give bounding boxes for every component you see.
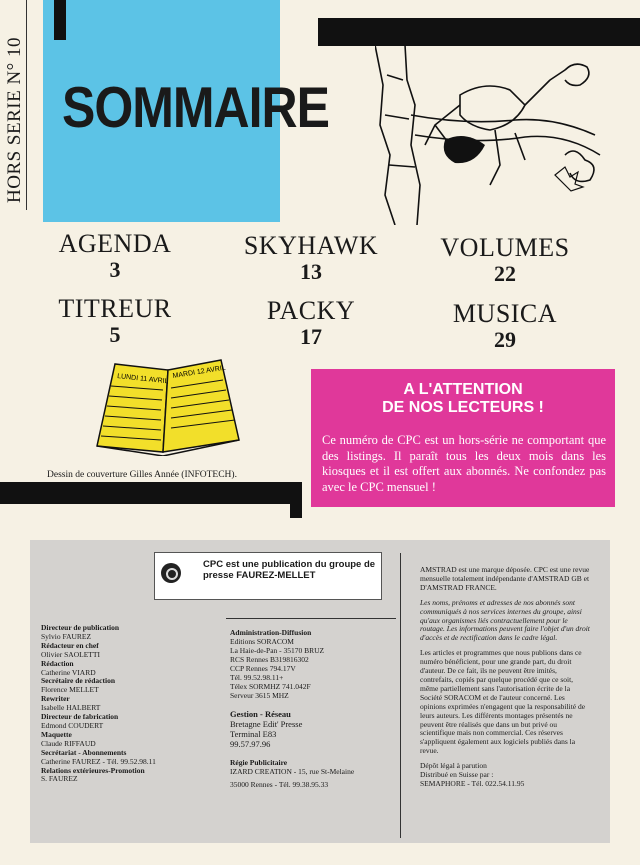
spine-label: HORS SERIE N° 10 — [4, 36, 25, 203]
toc-title: PACKY — [266, 296, 356, 325]
staff-role: Relations extérieures-Promotion — [41, 765, 145, 775]
legal-privacy: Les noms, prénoms et adresses de nos abonnés sont communiqués à nos services internes du groupe, ainsi qu'aux organismes liés contractuellement pour le routage. Les informations peuvent faire l'objet d'un droit d'accès et de rectification dans le cadre légal. — [420, 597, 590, 643]
toc-title: AGENDA — [58, 229, 172, 258]
legal-distribution: Distribué en Suisse par : — [420, 770, 494, 780]
title-bar-accent — [54, 0, 66, 40]
staff-name: S. FAUREZ — [41, 774, 78, 784]
staff-name: Catherine VIARD — [41, 667, 96, 677]
staff-name: Edmond COUDERT — [41, 720, 104, 730]
agenda-book-illustration — [93, 356, 243, 456]
notice-title-line1: A L'ATTENTION — [403, 381, 523, 398]
notice-body: Ce numéro de CPC est un hors-série ne comportant que des listings. Il paraît tous les deux mois dans les kiosques et il est offert aux abonnés. Ne confondez pas avec le CPC mensuel ! — [322, 433, 606, 494]
toc-item-agenda[interactable] — [30, 230, 200, 282]
admin-divider — [226, 618, 396, 619]
publisher-logo-icon — [161, 563, 181, 583]
spine-label-box — [0, 0, 27, 210]
staff-name: Claude RIFFAUD — [41, 738, 96, 748]
toc-page-number: 22 — [494, 261, 516, 286]
staff-role: Secrétaire de rédaction — [41, 676, 116, 686]
legal-trademark: AMSTRAD est une marque déposée. CPC est une revue mensuelle totalement indépendante d'AMSTRAD GB et D'AMSTRAD FRANCE. — [420, 565, 590, 592]
admin-line: Tél. 99.52.98.11+ — [230, 673, 284, 682]
legal-notices — [420, 566, 592, 789]
toc-page-number: 17 — [300, 324, 322, 349]
legal-copyright: Les articles et programmes que nous publions dans ce numéro bénéficient, pour une grande part, du droit d'auteur. De ce fait, ils ne peuvent être imités, contrefaits, copiés par quelque procédé que ce soit, même partiellement sans l'autorisation écrite de la Société SORACOM et de l'auteur concerné. Les opinions exprimées n'engagent que la responsabilité de leurs auteurs. Les différents montages présentés ne peuvent être réalisés que dans un but privé ou scientifique mais non commercial. Ces réserves s'appliquent également aux logiciels publiés dans la revue. — [420, 648, 586, 756]
regie-line: 35000 Rennes - Tél. 99.38.95.33 — [230, 780, 329, 789]
toc-item-volumes[interactable] — [420, 234, 590, 286]
gestion-line: 99.57.97.96 — [230, 739, 271, 749]
toc-page-number: 13 — [300, 259, 322, 284]
staff-role: Directeur de fabrication — [41, 712, 119, 722]
admin-line: La Haie-de-Pan - 35170 BRUZ — [230, 646, 325, 655]
staff-role: Maquette — [41, 729, 72, 739]
bottom-black-bar — [0, 482, 300, 504]
reader-notice-box — [311, 369, 615, 507]
toc-item-packy[interactable] — [226, 297, 396, 349]
publisher-text: CPC est une publication du groupe de presse FAUREZ-MELLET — [203, 559, 376, 581]
book-right-page-label: MARDI 12 AVRIL — [172, 364, 227, 380]
gestion-line: Terminal E83 — [230, 729, 277, 739]
toc-item-titreur[interactable] — [30, 295, 200, 347]
notice-title — [311, 381, 615, 417]
toc-item-skyhawk[interactable] — [226, 232, 396, 284]
toc-page-number: 29 — [494, 327, 516, 352]
gestion-heading: Gestion - Réseau — [230, 709, 291, 719]
top-black-bar — [328, 18, 640, 46]
staff-name: Florence MELLET — [41, 685, 99, 695]
legal-distributor: SEMAPHORE - Tél. 022.54.11.95 — [420, 778, 525, 788]
book-left-page-label: LUNDI 11 AVRIL — [116, 373, 169, 386]
publisher-box — [154, 552, 382, 600]
admin-info — [230, 628, 395, 789]
toc-title: SKYHAWK — [243, 231, 379, 260]
staff-role: Directeur de publication — [41, 623, 120, 632]
toc-title: VOLUMES — [440, 233, 570, 262]
toc-page-number: 5 — [109, 322, 121, 347]
admin-line: CCP Rennes 794.17V — [230, 664, 296, 673]
admin-line: Serveur 3615 MHZ — [230, 691, 289, 700]
admin-line: Télex SORMHZ 741.042F — [230, 682, 311, 691]
cover-illustration — [375, 45, 605, 225]
gestion-line: Bretagne Edit' Presse — [230, 719, 303, 729]
toc-item-musica[interactable] — [420, 300, 590, 352]
cover-credit: Dessin de couverture Gilles Année (INFOTECH). — [47, 470, 237, 480]
toc-title: TITREUR — [58, 294, 172, 323]
bottom-bar-end — [290, 482, 302, 518]
toc-page-number: 3 — [109, 257, 121, 282]
admin-line: RCS Rennes B319816302 — [230, 655, 309, 664]
staff-name: Sylvio FAUREZ — [41, 631, 92, 641]
regie-line: IZARD CREATION - 15, rue St-Melaine — [230, 767, 355, 776]
page-title: SOMMAIRE — [62, 75, 329, 140]
staff-role: Rewriter — [41, 694, 70, 704]
notice-title-line2: DE NOS LECTEURS ! — [382, 399, 544, 416]
admin-line: Editions SORACOM — [230, 637, 294, 646]
staff-name: Isabelle HALBERT — [41, 703, 101, 713]
staff-role: Rédaction — [41, 658, 74, 668]
staff-name: Olivier SAOLETTI — [41, 649, 100, 659]
legal-deposit: Dépôt légal à parution — [420, 761, 487, 771]
column-divider — [400, 553, 401, 838]
staff-role: Secrétariat - Abonnements — [41, 747, 127, 757]
admin-heading: Administration-Diffusion — [230, 628, 312, 637]
staff-role: Rédacteur en chef — [41, 640, 99, 650]
staff-credits — [41, 624, 221, 784]
toc-title: MUSICA — [452, 299, 558, 328]
staff-name: Catherine FAUREZ - Tél. 99.52.98.11 — [41, 756, 156, 766]
regie-heading: Régie Publicitaire — [230, 758, 288, 767]
